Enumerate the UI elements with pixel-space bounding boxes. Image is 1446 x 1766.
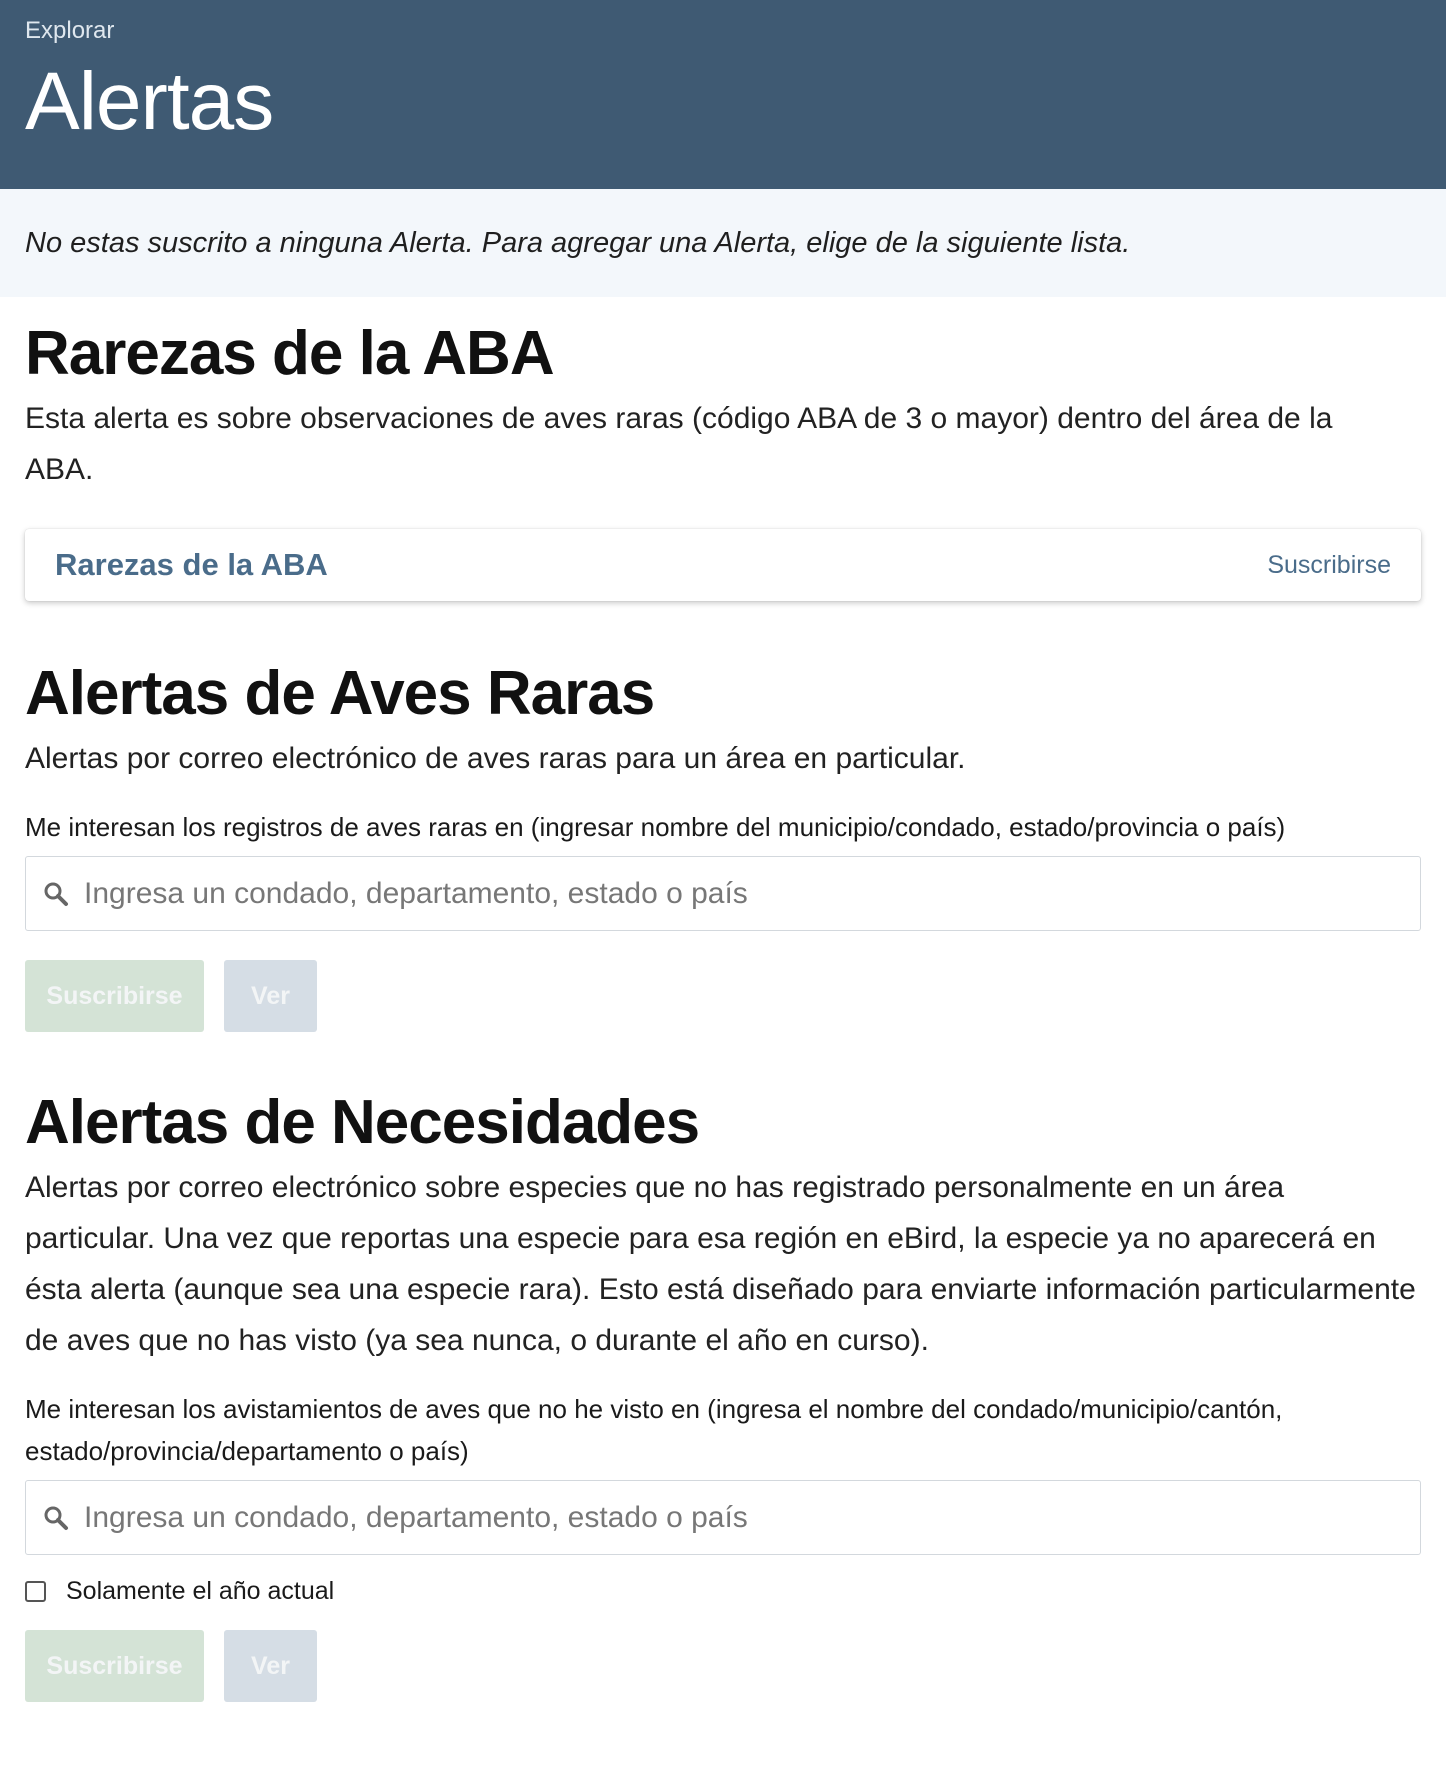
rare-section-description: Alertas por correo electrónico de aves raras para un área en particular. — [25, 742, 966, 775]
aba-card-title[interactable]: Rarezas de la ABA — [55, 547, 328, 582]
needs-region-input[interactable] — [84, 1501, 1404, 1535]
rare-search-box[interactable] — [25, 856, 1421, 931]
page-title: Alertas — [25, 56, 274, 147]
needs-section — [25, 1032, 1421, 1702]
rare-button-row — [25, 960, 1421, 1032]
aba-section-description: Esta alerta es sobre observaciones de aves raras (código ABA de 3 o mayor) dentro del área de la ABA. — [25, 402, 1333, 486]
current-year-checkbox-label: Solamente el año actual — [66, 1577, 335, 1605]
needs-view-button[interactable]: Ver — [224, 1630, 317, 1702]
page-header — [0, 0, 1446, 189]
needs-field-label: Me interesan los avistamientos de aves que no he visto en (ingresa el nombre del condado/municipio/cantón, estado/provincia/departamento o país) — [25, 1394, 1283, 1466]
aba-section-title: Rarezas de la ABA — [25, 319, 554, 388]
rare-section — [25, 601, 1421, 1032]
needs-subscribe-button[interactable]: Suscribirse — [25, 1630, 204, 1702]
aba-section — [25, 297, 1421, 601]
search-icon — [42, 880, 70, 908]
main-content — [0, 297, 1446, 1702]
aba-alert-card — [25, 529, 1421, 601]
search-icon — [42, 1504, 70, 1532]
needs-button-row — [25, 1630, 1421, 1702]
rare-subscribe-button[interactable]: Suscribirse — [25, 960, 204, 1032]
rare-field-label: Me interesan los registros de aves raras en (ingresar nombre del municipio/condado, estado/provincia o país) — [25, 812, 1286, 842]
needs-section-description: Alertas por correo electrónico sobre especies que no has registrado personalmente en un área particular. Una vez que reportas una especie para esa región en eBird, la especie ya no aparecerá en ésta alerta (aunque sea una especie rara). Esto está diseñado para enviarte información particularmente de aves que no has visto (ya sea nunca, o durante el año en curso). — [25, 1171, 1416, 1357]
subscription-notice — [0, 189, 1446, 297]
breadcrumb-explorar[interactable]: Explorar — [25, 17, 115, 44]
notice-text: No estas suscrito a ninguna Alerta. Para agregar una Alerta, elige de la siguiente lista. — [25, 226, 1131, 259]
rare-region-input[interactable] — [84, 877, 1404, 911]
needs-search-box[interactable] — [25, 1480, 1421, 1555]
needs-section-title: Alertas de Necesidades — [25, 1088, 700, 1157]
current-year-checkbox[interactable] — [25, 1581, 46, 1602]
aba-subscribe-link[interactable]: Suscribirse — [1267, 550, 1391, 579]
rare-section-title: Alertas de Aves Raras — [25, 659, 655, 728]
current-year-checkbox-row[interactable] — [25, 1577, 1421, 1606]
rare-view-button[interactable]: Ver — [224, 960, 317, 1032]
